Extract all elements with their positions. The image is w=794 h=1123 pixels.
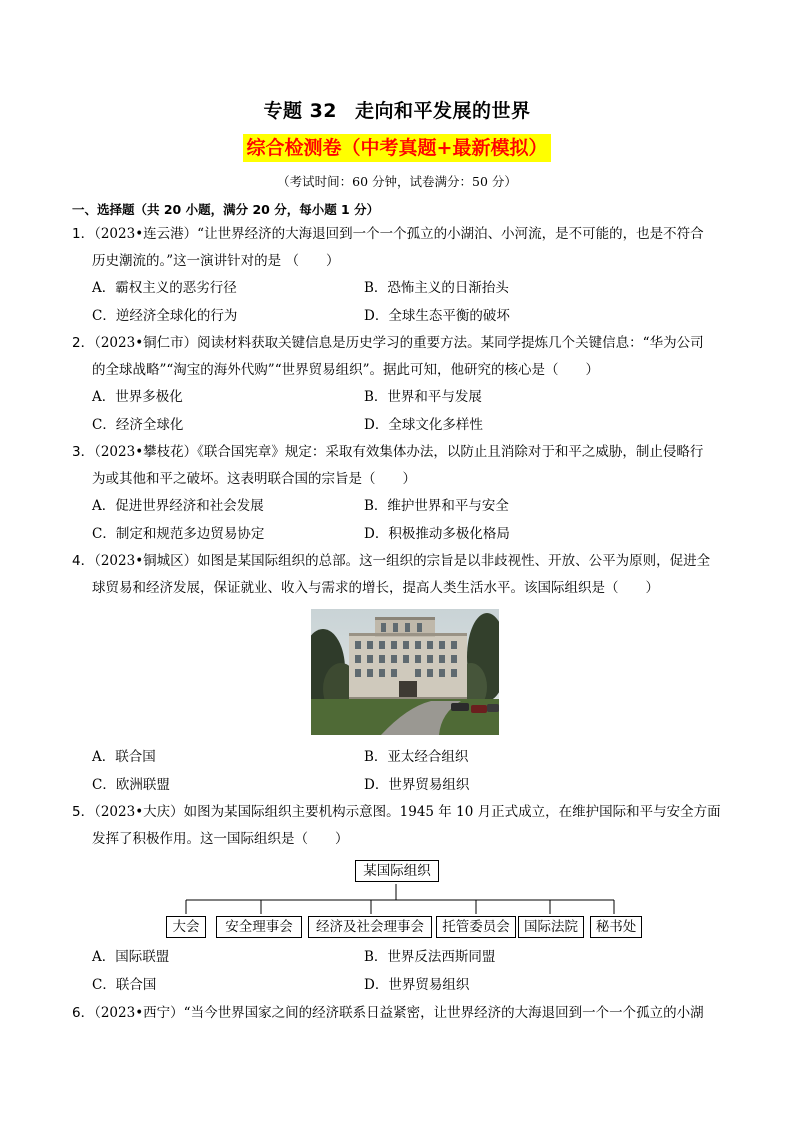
question-text: （2023•攀枝花）《联合国宪章》规定：采取有效集体办法，以防止且消除对于和平之威胁，制止侵略行 — [94, 444, 704, 460]
question-3 — [72, 439, 724, 493]
option-c[interactable]: C．制定和规范多边贸易协定 — [92, 526, 265, 542]
question-text: （2023•西宁）“当今世界国家之间的经济联系日益紧密，让世界经济的大海退回到一个一个孤立的小湖 — [94, 1005, 704, 1021]
org-child-assembly: 大会 — [166, 916, 206, 938]
question-text-cont: 历史潮流的。”这一演讲针对的是 （ ） — [92, 253, 340, 269]
option-d[interactable]: D．全球生态平衡的破坏 — [364, 308, 510, 324]
option-c[interactable]: C．经济全球化 — [92, 417, 184, 433]
option-a[interactable]: A．国际联盟 — [92, 949, 170, 965]
question-1 — [72, 221, 724, 275]
option-d[interactable]: D．世界贸易组织 — [364, 777, 470, 793]
page-title — [0, 96, 794, 123]
question-number: 6． — [72, 1005, 95, 1021]
wto-headquarters-photo — [311, 609, 499, 735]
option-b[interactable]: B．恐怖主义的日渐抬头 — [364, 280, 509, 296]
question-number: 3． — [72, 444, 95, 460]
question-number: 4． — [72, 553, 95, 569]
org-root-box: 某国际组织 — [355, 860, 439, 882]
question-2 — [72, 330, 724, 384]
option-b[interactable]: B．世界反法西斯同盟 — [364, 949, 496, 965]
option-a[interactable]: A．联合国 — [92, 749, 156, 765]
exam-info: （考试时间：60 分钟，试卷满分：50 分） — [277, 174, 517, 189]
question-4 — [72, 548, 724, 602]
option-d[interactable]: D．世界贸易组织 — [364, 977, 470, 993]
org-child-trusteeship: 托管委员会 — [436, 916, 516, 938]
option-d[interactable]: D．全球文化多样性 — [364, 417, 483, 433]
section-title: 一、选择题（共 20 小题，满分 20 分，每小题 1 分） — [72, 202, 380, 217]
org-chart — [166, 858, 646, 940]
question-6 — [72, 1000, 724, 1027]
option-c[interactable]: C．欧洲联盟 — [92, 777, 170, 793]
question-text-cont: 为或其他和平之破坏。这表明联合国的宗旨是（ ） — [92, 471, 416, 487]
option-c[interactable]: C．联合国 — [92, 977, 157, 993]
question-5 — [72, 799, 724, 853]
option-b[interactable]: B．亚太经合组织 — [364, 749, 469, 765]
org-child-icj: 国际法院 — [518, 916, 584, 938]
org-child-secretariat: 秘书处 — [590, 916, 642, 938]
question-text: （2023•铜城区）如图是某国际组织的总部。这一组织的宗旨是以非歧视性、开放、公平为原则，促进全 — [94, 553, 711, 569]
question-number: 1． — [72, 226, 95, 242]
option-a[interactable]: A．霸权主义的恶劣行径 — [92, 280, 237, 296]
question-text: （2023•铜仁市）阅读材料获取关键信息是历史学习的重要方法。某同学提炼几个关键信息：“华为公司 — [94, 335, 704, 351]
question-number: 2． — [72, 335, 95, 351]
topic-label: 专题 32 — [263, 100, 338, 122]
option-a[interactable]: A．世界多极化 — [92, 389, 183, 405]
org-child-security-council: 安全理事会 — [216, 916, 302, 938]
question-text-cont: 球贸易和经济发展，保证就业、收入与需求的增长，提高人类生活水平。该国际组织是（ ） — [92, 580, 659, 596]
question-number: 5． — [72, 804, 95, 820]
question-text: （2023•大庆）如图为某国际组织主要机构示意图。1945 年 10 月正式成立，在维护国际和平与安全方面 — [94, 804, 721, 820]
option-d[interactable]: D．积极推动多极化格局 — [364, 526, 510, 542]
option-b[interactable]: B．世界和平与发展 — [364, 389, 482, 405]
option-a[interactable]: A．促进世界经济和社会发展 — [92, 498, 264, 514]
subtitle-highlight: 综合检测卷（中考真题+最新模拟） — [243, 134, 552, 162]
subtitle-wrap — [0, 134, 794, 162]
option-b[interactable]: B．维护世界和平与安全 — [364, 498, 509, 514]
topic-title: 走向和平发展的世界 — [355, 100, 531, 122]
question-text-cont: 的全球战略”“淘宝的海外代购”“世界贸易组织”。据此可知，他研究的核心是（ ） — [92, 362, 600, 378]
question-text-cont: 发挥了积极作用。这一国际组织是（ ） — [92, 831, 349, 847]
option-c[interactable]: C．逆经济全球化的行为 — [92, 308, 238, 324]
org-child-ecosoc: 经济及社会理事会 — [308, 916, 432, 938]
question-text: （2023•连云港）“让世界经济的大海退回到一个一个孤立的小湖泊、小河流，是不可能的，也是不符合 — [94, 226, 704, 242]
